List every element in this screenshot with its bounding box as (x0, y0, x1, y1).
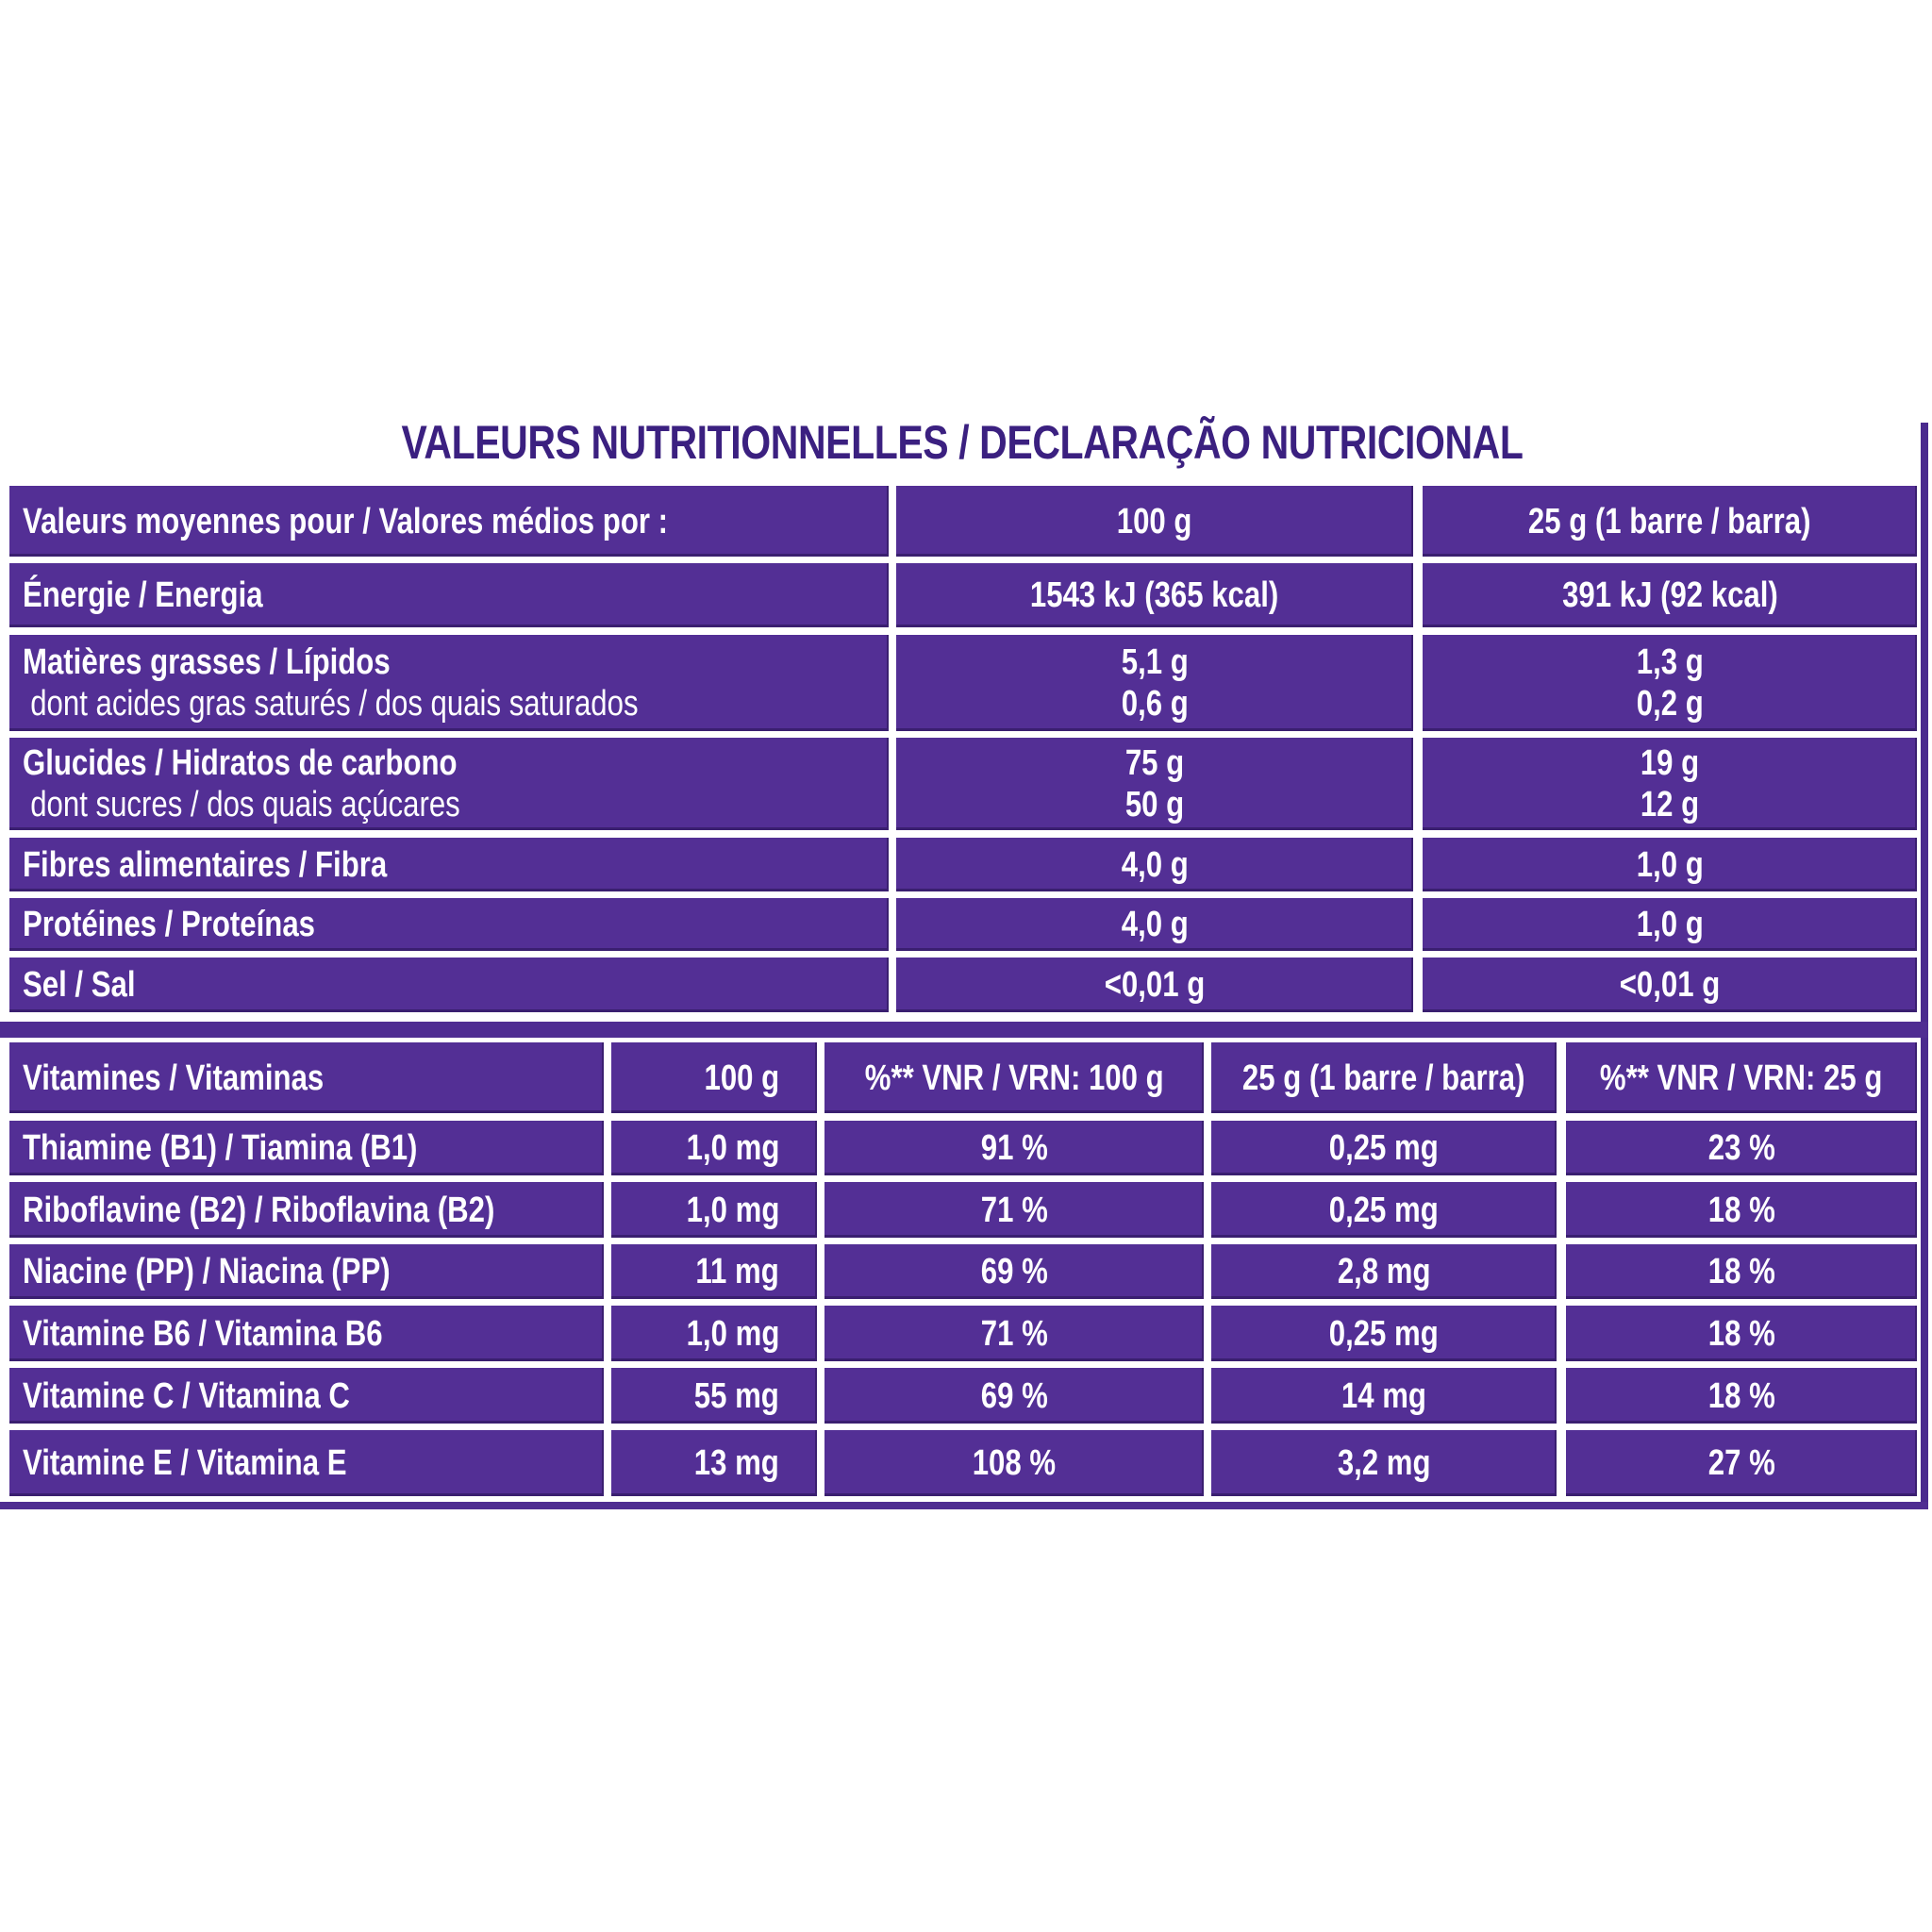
vnr-100g: 108 % (972, 1443, 1057, 1483)
table-row-niacine-label (9, 1244, 604, 1299)
nutrition-header-100g-cell (896, 486, 1413, 557)
table-row-vitamin-c-25g (1211, 1368, 1557, 1424)
vitamin-header-vnr-25g-cell (1566, 1042, 1917, 1113)
table-row-vitamin-c-100g (611, 1368, 817, 1424)
table-frame-right-edge (1921, 423, 1928, 1509)
table-row-riboflavine-25g (1211, 1182, 1557, 1238)
row-label: Vitamine B6 / Vitamina B6 (23, 1313, 383, 1354)
nutrition-header-25g: 25 g (1 barre / barra) (1528, 501, 1811, 541)
table-row-fiber-100g (896, 838, 1413, 891)
vitamin-header-label-cell (9, 1042, 604, 1113)
value-25g: 2,8 mg (1337, 1252, 1431, 1291)
table-row-riboflavine-vnr-25g (1566, 1182, 1917, 1238)
table-row-protein-100g (896, 898, 1413, 951)
table-row-energy-100g (896, 563, 1413, 627)
table-row-riboflavine-100g (611, 1182, 817, 1238)
table-row-carbs-label (9, 738, 889, 830)
value-25g: 1,0 g (1636, 844, 1704, 885)
sub-value-100g: 0,6 g (1121, 684, 1189, 724)
row-label: Thiamine (B1) / Tiamina (B1) (23, 1128, 418, 1168)
table-row-vitamin-b6-vnr-100g (824, 1306, 1204, 1361)
vitamin-header-100g-cell (611, 1042, 817, 1113)
row-sub-label: dont acides gras saturés / dos quais saturados (30, 684, 639, 724)
table-row-vitamin-c-vnr-25g (1566, 1368, 1917, 1424)
table-row-thiamine-25g (1211, 1121, 1557, 1175)
row-label: Riboflavine (B2) / Riboflavina (B2) (23, 1190, 495, 1230)
table-row-fat-100g (896, 635, 1413, 731)
table-row-riboflavine-vnr-100g (824, 1182, 1204, 1238)
value-100g: 13 mg (693, 1443, 779, 1483)
vitamin-header-vnr-25g: %** VNR / VRN: 25 g (1600, 1058, 1883, 1098)
vnr-25g: 27 % (1707, 1443, 1775, 1483)
vnr-100g: 91 % (980, 1128, 1048, 1168)
table-row-vitamin-e-vnr-25g (1566, 1430, 1917, 1496)
table-row-fat-label (9, 635, 889, 731)
value-25g: 14 mg (1341, 1375, 1427, 1416)
table-row-fiber-25g (1423, 838, 1917, 891)
table-row-salt-100g (896, 958, 1413, 1012)
table-row-fat-25g (1423, 635, 1917, 731)
value-25g: 0,25 mg (1328, 1128, 1440, 1168)
table-row-vitamin-b6-25g (1211, 1306, 1557, 1361)
row-label: Énergie / Energia (23, 575, 263, 615)
table-row-vitamin-b6-label (9, 1306, 604, 1361)
value-100g: 11 mg (695, 1252, 779, 1291)
value-100g: 55 mg (693, 1375, 779, 1416)
vnr-25g: 18 % (1707, 1252, 1775, 1291)
nutrition-header-25g-cell (1423, 486, 1917, 557)
table-row-vitamin-e-25g (1211, 1430, 1557, 1496)
table-row-niacine-vnr-25g (1566, 1244, 1917, 1299)
vnr-100g: 71 % (980, 1313, 1048, 1354)
table-row-fiber-label (9, 838, 889, 891)
value-100g: 75 g (1124, 743, 1185, 783)
table-bottom-band (0, 1502, 1928, 1509)
value-25g: 391 kJ (92 kcal) (1561, 575, 1778, 615)
table-row-thiamine-100g (611, 1121, 817, 1175)
vitamin-header-vnr-100g-cell (824, 1042, 1204, 1113)
row-label: Vitamine E / Vitamina E (23, 1443, 347, 1483)
vnr-25g: 18 % (1707, 1313, 1775, 1354)
value-100g: <0,01 g (1104, 965, 1206, 1005)
vnr-25g: 23 % (1707, 1128, 1775, 1168)
value-100g: 1,0 mg (686, 1190, 779, 1230)
table-row-protein-label (9, 898, 889, 951)
table-separator-band (0, 1022, 1928, 1038)
table-row-salt-label (9, 958, 889, 1012)
vnr-25g: 18 % (1707, 1190, 1775, 1230)
sub-value-100g: 50 g (1124, 785, 1185, 824)
row-sub-label: dont sucres / dos quais açúcares (30, 785, 460, 824)
table-row-niacine-vnr-100g (824, 1244, 1204, 1299)
table-row-vitamin-c-label (9, 1368, 604, 1424)
vitamin-header-25g: 25 g (1 barre / barra) (1242, 1058, 1525, 1098)
value-25g: 1,3 g (1636, 642, 1704, 682)
value-100g: 1,0 mg (686, 1313, 779, 1354)
table-row-niacine-25g (1211, 1244, 1557, 1299)
vnr-100g: 69 % (980, 1252, 1048, 1291)
table-row-vitamin-c-vnr-100g (824, 1368, 1204, 1424)
page-title: VALEURS NUTRITIONNELLES / DECLARAÇÃO NUTRICIONAL (401, 416, 1524, 469)
nutrition-header-label-cell (9, 486, 889, 557)
value-25g: 0,25 mg (1328, 1313, 1440, 1354)
value-25g: <0,01 g (1619, 965, 1721, 1005)
table-row-thiamine-label (9, 1121, 604, 1175)
sub-value-25g: 0,2 g (1636, 684, 1704, 724)
table-row-carbs-25g (1423, 738, 1917, 830)
value-100g: 4,0 g (1121, 844, 1189, 885)
vitamin-header-label: Vitamines / Vitaminas (23, 1058, 325, 1098)
value-100g: 1543 kJ (365 kcal) (1030, 575, 1279, 615)
table-row-thiamine-vnr-100g (824, 1121, 1204, 1175)
vitamin-header-vnr-100g: %** VNR / VRN: 100 g (864, 1058, 1164, 1098)
value-25g: 0,25 mg (1328, 1190, 1440, 1230)
nutrition-header-100g: 100 g (1117, 501, 1192, 541)
vnr-100g: 71 % (980, 1190, 1048, 1230)
vitamin-header-25g-cell (1211, 1042, 1557, 1113)
table-row-thiamine-vnr-25g (1566, 1121, 1917, 1175)
value-25g: 19 g (1640, 743, 1700, 783)
vnr-100g: 69 % (980, 1375, 1048, 1416)
row-label: Fibres alimentaires / Fibra (23, 844, 388, 885)
table-row-vitamin-e-label (9, 1430, 604, 1496)
row-label: Glucides / Hidratos de carbono (23, 743, 458, 783)
row-label: Protéines / Proteínas (23, 905, 315, 944)
row-label: Niacine (PP) / Niacina (PP) (23, 1252, 391, 1291)
table-row-salt-25g (1423, 958, 1917, 1012)
table-row-carbs-100g (896, 738, 1413, 830)
value-100g: 4,0 g (1121, 905, 1189, 944)
table-row-protein-25g (1423, 898, 1917, 951)
table-row-riboflavine-label (9, 1182, 604, 1238)
table-row-energy-label (9, 563, 889, 627)
value-25g: 1,0 g (1636, 905, 1704, 944)
value-100g: 1,0 mg (686, 1128, 779, 1168)
table-row-vitamin-e-100g (611, 1430, 817, 1496)
row-label: Matières grasses / Lípidos (23, 642, 391, 682)
nutrition-header-label: Valeurs moyennes pour / Valores médios por : (23, 501, 669, 541)
value-100g: 5,1 g (1121, 642, 1189, 682)
vnr-25g: 18 % (1707, 1375, 1775, 1416)
value-25g: 3,2 mg (1337, 1443, 1431, 1483)
row-label: Sel / Sal (23, 965, 136, 1005)
table-row-niacine-100g (611, 1244, 817, 1299)
table-row-vitamin-e-vnr-100g (824, 1430, 1204, 1496)
vitamin-header-100g: 100 g (704, 1058, 779, 1098)
sub-value-25g: 12 g (1640, 785, 1700, 824)
row-label: Vitamine C / Vitamina C (23, 1375, 350, 1416)
table-row-energy-25g (1423, 563, 1917, 627)
table-row-vitamin-b6-vnr-25g (1566, 1306, 1917, 1361)
table-row-vitamin-b6-100g (611, 1306, 817, 1361)
